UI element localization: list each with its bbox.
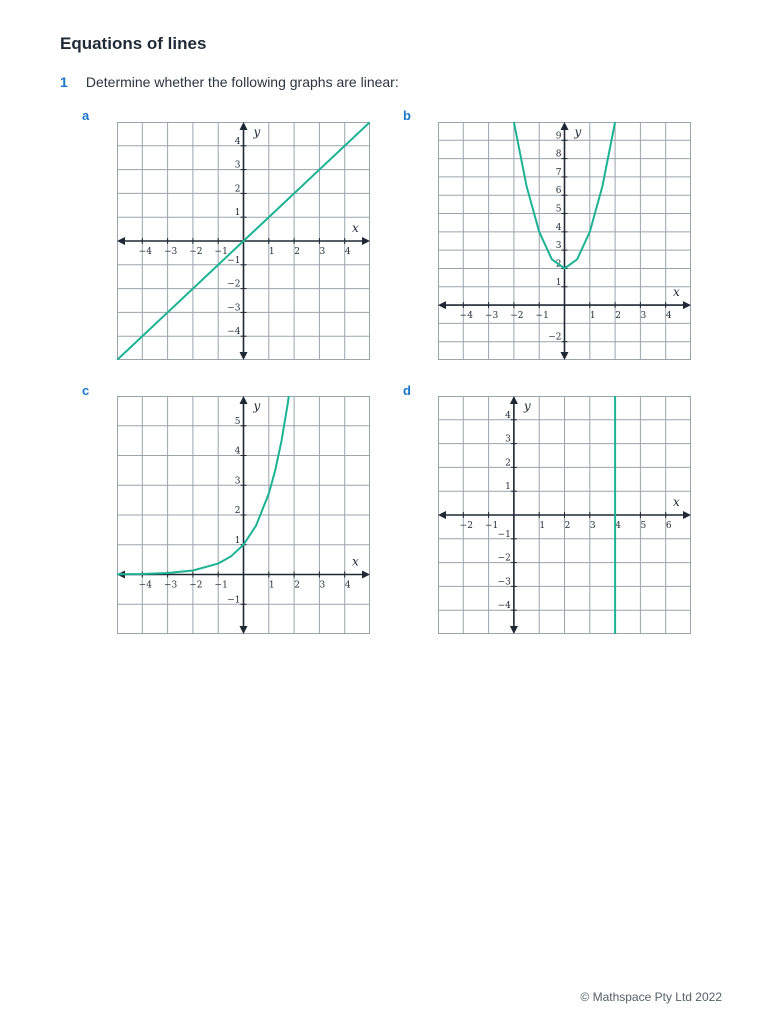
x-axis-label: x xyxy=(352,221,359,235)
y-tick-label: 6 xyxy=(555,186,562,197)
x-tick-label: 1 xyxy=(268,247,275,257)
x-axis-arrow-left xyxy=(438,511,446,519)
x-tick-label: −4 xyxy=(138,247,152,257)
x-tick-label: −4 xyxy=(459,311,473,322)
x-tick-label: 2 xyxy=(294,580,300,591)
part-label-b: b xyxy=(403,108,411,123)
part-label-c: c xyxy=(82,383,90,398)
y-tick-label: 4 xyxy=(234,446,241,457)
graph-d xyxy=(438,396,691,634)
y-tick-label: −2 xyxy=(497,553,511,564)
page-title: Equations of lines xyxy=(60,34,207,53)
y-tick-label: 1 xyxy=(234,208,241,219)
x-tick-label: 3 xyxy=(319,580,326,591)
y-tick-label: 5 xyxy=(234,416,241,427)
y-axis-arrow-top xyxy=(240,396,248,404)
x-axis-label: x xyxy=(673,285,680,300)
y-tick-label: 3 xyxy=(234,476,241,487)
y-axis-arrow-bottom xyxy=(240,352,248,360)
x-tick-label: −2 xyxy=(510,311,524,322)
y-tick-label: 2 xyxy=(234,506,241,516)
x-axis-arrow-right xyxy=(683,301,691,309)
x-tick-label: 1 xyxy=(589,311,596,322)
x-axis-arrow-right xyxy=(362,571,370,579)
part-label-a: a xyxy=(82,108,90,123)
graph-a xyxy=(117,122,370,360)
x-tick-label: −2 xyxy=(189,247,203,257)
question-text: Determine whether the following graphs are linear: xyxy=(85,74,399,90)
y-tick-label: 7 xyxy=(555,167,562,178)
y-axis-arrow-bottom xyxy=(561,352,569,360)
x-tick-label: 6 xyxy=(665,521,672,531)
y-tick-label: 4 xyxy=(505,410,511,421)
y-tick-label: −1 xyxy=(497,529,511,540)
y-axis-label: y xyxy=(574,125,582,139)
x-tick-label: 2 xyxy=(615,311,621,322)
x-tick-label: 5 xyxy=(640,521,647,531)
question-number: 1 xyxy=(60,74,68,90)
part-label-d: d xyxy=(403,383,411,398)
x-tick-label: −1 xyxy=(484,521,499,531)
y-tick-label: −4 xyxy=(497,601,511,612)
x-tick-label: −1 xyxy=(214,580,228,591)
graph-c xyxy=(117,396,370,634)
y-tick-label: −2 xyxy=(227,279,241,290)
y-axis-label: y xyxy=(253,125,261,139)
x-tick-label: −2 xyxy=(189,580,203,591)
x-tick-label: 4 xyxy=(665,311,672,322)
y-tick-label: 4 xyxy=(555,222,562,233)
graph-b xyxy=(438,122,691,360)
y-axis-arrow-bottom xyxy=(240,626,248,634)
y-tick-label: 2 xyxy=(234,184,241,195)
y-tick-label: −4 xyxy=(227,327,241,338)
y-tick-label: −3 xyxy=(497,577,511,588)
question xyxy=(60,74,399,90)
y-axis-label: y xyxy=(253,399,261,413)
y-tick-label: −2 xyxy=(548,332,562,343)
y-tick-label: 1 xyxy=(505,482,511,493)
x-tick-label: 1 xyxy=(268,580,275,591)
x-axis-arrow-left xyxy=(438,301,446,309)
x-tick-label: 2 xyxy=(564,521,571,531)
x-tick-label: −3 xyxy=(163,247,178,257)
y-axis-arrow-top xyxy=(561,122,569,130)
y-tick-label: 2 xyxy=(555,259,562,270)
x-tick-label: 4 xyxy=(344,247,351,257)
y-tick-label: 5 xyxy=(555,204,562,215)
x-axis-arrow-right xyxy=(362,237,370,245)
x-tick-label: 1 xyxy=(539,521,546,531)
y-tick-label: −3 xyxy=(227,303,241,314)
x-tick-label: 2 xyxy=(294,247,300,257)
x-tick-label: −4 xyxy=(138,580,152,591)
x-axis-label: x xyxy=(352,554,359,569)
y-tick-label: −1 xyxy=(227,255,241,266)
x-tick-label: 3 xyxy=(319,247,326,257)
x-tick-label: 3 xyxy=(640,311,647,322)
x-axis-label: x xyxy=(673,495,680,509)
y-tick-label: 2 xyxy=(505,458,511,469)
x-tick-label: 4 xyxy=(615,521,621,531)
x-tick-label: −1 xyxy=(535,311,549,322)
x-tick-label: 3 xyxy=(589,521,596,531)
x-tick-label: −3 xyxy=(484,311,499,322)
y-axis-arrow-top xyxy=(240,122,248,130)
x-tick-label: −2 xyxy=(459,521,473,531)
y-tick-label: 4 xyxy=(234,136,241,147)
y-tick-label: 3 xyxy=(234,160,241,171)
x-axis-arrow-right xyxy=(683,511,691,519)
y-tick-label: 3 xyxy=(555,241,562,252)
x-tick-label: 4 xyxy=(344,580,351,591)
x-tick-label: −3 xyxy=(163,580,178,591)
x-axis-arrow-left xyxy=(117,237,125,245)
y-tick-label: 1 xyxy=(234,535,241,546)
y-axis-label: y xyxy=(523,399,531,413)
copyright-footer: © Mathspace Pty Ltd 2022 xyxy=(580,990,722,1004)
y-tick-label: 9 xyxy=(555,131,562,142)
y-axis-arrow-bottom xyxy=(510,626,518,634)
y-tick-label: 8 xyxy=(555,149,562,160)
x-tick-label: −1 xyxy=(214,247,228,257)
y-tick-label: 1 xyxy=(555,277,562,288)
y-tick-label: 3 xyxy=(505,434,511,445)
y-axis-arrow-top xyxy=(510,396,518,404)
y-tick-label: −1 xyxy=(227,595,241,606)
